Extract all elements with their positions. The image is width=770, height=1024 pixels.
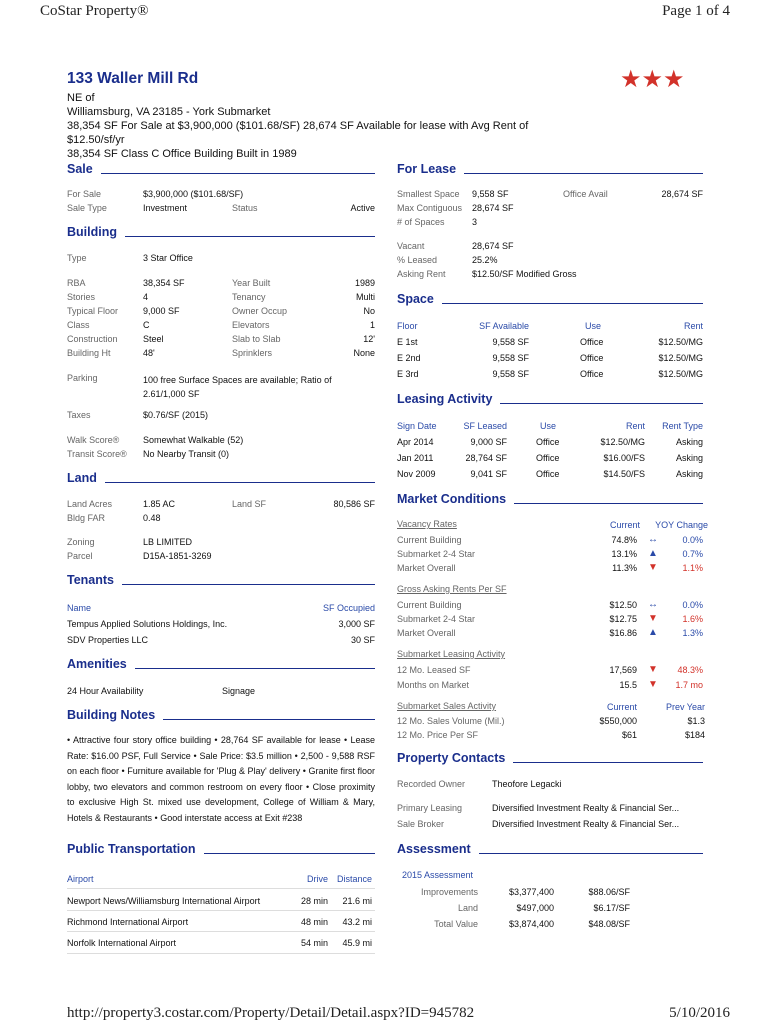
space-col-use: Use: [585, 321, 602, 331]
gross-asking-rents-heading: Gross Asking Rents Per SF: [397, 584, 507, 594]
divider: [67, 953, 375, 954]
col-prev-year: Prev Year: [665, 702, 705, 712]
col-current: Current: [609, 520, 640, 530]
label: Max Contiguous: [397, 203, 463, 213]
owner-value: No: [363, 306, 375, 316]
space-rent: $12.50/MG: [658, 369, 703, 379]
assessment-total: $3,377,400: [508, 887, 554, 897]
leasing-col-type: Rent Type: [662, 421, 703, 431]
label: Stories: [67, 292, 96, 302]
tenant-sf: 3,000 SF: [338, 619, 375, 629]
label: Taxes: [67, 410, 91, 420]
zoning-value: LB LIMITED: [143, 537, 193, 547]
space-rent: $12.50/MG: [658, 337, 703, 347]
market-current-value: $12.75: [609, 614, 637, 624]
market-change-value: 48.3%: [677, 665, 703, 675]
sales-current: $550,000: [599, 716, 637, 726]
label: Type: [67, 253, 87, 263]
label: Office Avail: [563, 189, 608, 199]
label: Zoning: [67, 537, 95, 547]
assessment-psf: $6.17/SF: [593, 903, 630, 913]
vacancy-rates-heading: Vacancy Rates: [397, 519, 457, 529]
market-change-value: 0.7%: [682, 549, 703, 559]
label: Sprinklers: [232, 348, 273, 358]
market-row-label: Submarket 2-4 Star: [397, 614, 476, 624]
leasing-rent: $12.50/MG: [600, 437, 645, 447]
space-rent: $12.50/MG: [658, 353, 703, 363]
land-acres-value: 1.85 AC: [143, 499, 176, 509]
label: Sale Broker: [397, 819, 445, 829]
space-sf: 9,558 SF: [492, 353, 529, 363]
space-sf: 9,558 SF: [492, 369, 529, 379]
section-for-lease: For Lease: [397, 162, 703, 176]
slab-value: 12': [363, 334, 375, 344]
market-row-label: Current Building: [397, 535, 462, 545]
class-value: C: [143, 320, 150, 330]
airport-name: Newport News/Williamsburg International Airport: [67, 896, 261, 906]
market-change-value: 1.7 mo: [675, 680, 703, 690]
market-row-label: Market Overall: [397, 563, 456, 573]
section-space: Space: [397, 292, 703, 306]
space-use: Office: [580, 337, 604, 347]
assessment-total: $497,000: [516, 903, 554, 913]
label: 12 Mo. Sales Volume (Mil.): [397, 716, 505, 726]
airport-drive: 28 min: [300, 896, 328, 906]
label: Walk Score®: [67, 435, 120, 445]
label: Parking: [67, 373, 98, 383]
property-line: 38,354 SF For Sale at $3,900,000 ($101.68/SF) 28,674 SF Available for lease with Avg Rent of: [67, 120, 529, 132]
sale-type-value: Investment: [143, 203, 188, 213]
down-arrow-icon: ▼: [648, 613, 658, 624]
col-distance: Distance: [336, 874, 372, 884]
section-market-conditions: Market Conditions: [397, 492, 703, 506]
space-col-floor: Floor: [397, 321, 418, 331]
market-current-value: 13.1%: [611, 549, 637, 559]
unchanged-arrow-icon: ↔: [648, 599, 658, 610]
leasing-date: Nov 2009: [397, 469, 436, 479]
market-change-value: 0.0%: [682, 535, 703, 545]
divider: [67, 931, 375, 932]
label: Elevators: [232, 320, 270, 330]
leasing-col-date: Sign Date: [397, 421, 437, 431]
down-arrow-icon: ▼: [648, 562, 658, 573]
star-icon: ★: [620, 66, 642, 93]
space-sf: 9,558 SF: [492, 337, 529, 347]
section-leasing-activity: Leasing Activity: [397, 392, 703, 406]
leased-value: 25.2%: [472, 255, 498, 265]
label: Bldg FAR: [67, 513, 106, 523]
section-sale: Sale: [67, 162, 375, 176]
airport-drive: 54 min: [300, 938, 328, 948]
leasing-col-rent: Rent: [625, 421, 645, 431]
submarket-sales-heading: Submarket Sales Activity: [397, 701, 497, 711]
tenant-col-name: Name: [67, 603, 92, 613]
land-sf-value: 80,586 SF: [333, 499, 375, 509]
col-yoy-change: YOY Change: [655, 520, 708, 530]
market-change-value: 1.6%: [682, 614, 703, 624]
assessment-psf: $88.06/SF: [588, 887, 630, 897]
section-property-contacts: Property Contacts: [397, 751, 703, 765]
section-tenants: Tenants: [67, 573, 375, 587]
status-value: Active: [350, 203, 375, 213]
taxes-value: $0.76/SF (2015): [143, 410, 209, 420]
stories-value: 4: [143, 292, 149, 302]
market-row-label: Market Overall: [397, 628, 456, 638]
divider: [67, 910, 375, 911]
down-arrow-icon: ▼: [648, 679, 658, 690]
spaces-value: 3: [472, 217, 478, 227]
asking-rent-value: $12.50/SF Modified Gross: [472, 269, 577, 279]
market-current-value: $16.86: [609, 628, 637, 638]
market-current-value: 74.8%: [611, 535, 637, 545]
label: # of Spaces: [397, 217, 445, 227]
label: Primary Leasing: [397, 803, 463, 813]
vacant-value: 28,674 SF: [472, 241, 514, 251]
tenant-sf: 30 SF: [350, 635, 375, 645]
assessment-total: $3,874,400: [508, 919, 554, 929]
section-land: Land: [67, 471, 375, 485]
leasing-date: Jan 2011: [397, 453, 434, 463]
label: Year Built: [232, 278, 271, 288]
market-current-value: 17,569: [609, 665, 637, 675]
market-change-value: 1.1%: [682, 563, 703, 573]
market-row-label: Current Building: [397, 600, 462, 610]
label: Total Value: [434, 919, 478, 929]
floor-value: 9,000 SF: [143, 306, 180, 316]
sales-current: $61: [621, 730, 637, 740]
submarket-leasing-heading: Submarket Leasing Activity: [397, 649, 506, 659]
label: Sale Type: [67, 203, 107, 213]
height-value: 48': [143, 348, 155, 358]
airport-distance: 45.9 mi: [342, 938, 372, 948]
space-floor: E 3rd: [397, 369, 419, 379]
leasing-use: Office: [536, 453, 560, 463]
down-arrow-icon: ▼: [648, 664, 658, 675]
airport-name: Norfolk International Airport: [67, 938, 177, 948]
property-line: Williamsburg, VA 23185 - York Submarket: [67, 106, 271, 118]
star-icon: ★: [641, 66, 664, 93]
label: Typical Floor: [67, 306, 119, 316]
walk-score-value: Somewhat Walkable (52): [143, 435, 244, 445]
property-line: NE of: [67, 92, 95, 104]
sales-prev: $184: [684, 730, 705, 740]
label: Recorded Owner: [397, 779, 466, 789]
star-icon: ★: [663, 66, 685, 93]
market-row-label: Submarket 2-4 Star: [397, 549, 476, 559]
office-avail-value: 28,674 SF: [661, 189, 703, 199]
col-drive: Drive: [306, 874, 328, 884]
for-sale-value: $3,900,000 ($101.68/SF): [143, 189, 244, 199]
airport-distance: 21.6 mi: [342, 896, 372, 906]
section-amenities: Amenities: [67, 657, 375, 671]
airport-distance: 43.2 mi: [342, 917, 372, 927]
amenity-item: 24 Hour Availability: [67, 686, 144, 696]
page-footer-date: 5/10/2016: [669, 1005, 730, 1021]
leasing-col-use: Use: [540, 421, 557, 431]
space-use: Office: [580, 369, 604, 379]
smallest-space-value: 9,558 SF: [472, 189, 509, 199]
tenant-name: Tempus Applied Solutions Holdings, Inc.: [67, 619, 228, 629]
property-line: 38,354 SF Class C Office Building Built in 1989: [67, 148, 297, 160]
leasing-date: Apr 2014: [397, 437, 434, 447]
leasing-type: Asking: [675, 469, 703, 479]
label: Slab to Slab: [232, 334, 281, 344]
page-header-number: Page 1 of 4: [662, 3, 730, 19]
label: Parcel: [67, 551, 93, 561]
assessment-year: 2015 Assessment: [402, 870, 474, 880]
label: 12 Mo. Price Per SF: [397, 730, 479, 740]
label: Improvements: [420, 887, 478, 897]
label: Land Acres: [67, 499, 113, 509]
star-rating: [620, 68, 685, 92]
construction-value: Steel: [143, 334, 164, 344]
leasing-sf: 9,041 SF: [470, 469, 507, 479]
property-line: $12.50/sf/yr: [67, 134, 125, 146]
year-value: 1989: [354, 278, 375, 288]
tenant-name: SDV Properties LLC: [67, 635, 149, 645]
type-value: 3 Star Office: [143, 253, 193, 263]
space-col-rent: Rent: [683, 321, 703, 331]
label: Transit Score®: [67, 449, 127, 459]
col-current: Current: [606, 702, 637, 712]
far-value: 0.48: [143, 513, 161, 523]
leasing-rent: $16.00/FS: [603, 453, 645, 463]
market-row-label: 12 Mo. Leased SF: [397, 665, 471, 675]
up-arrow-icon: ▲: [648, 548, 658, 559]
label: Land SF: [232, 499, 267, 509]
page-footer-url[interactable]: http://property3.costar.com/Property/Detail/Detail.aspx?ID=945782: [67, 1005, 475, 1021]
label: Smallest Space: [397, 189, 460, 199]
market-change-value: 1.3%: [682, 628, 703, 638]
label: % Leased: [397, 255, 438, 265]
leasing-use: Office: [536, 469, 560, 479]
space-use: Office: [580, 353, 604, 363]
max-contiguous-value: 28,674 SF: [472, 203, 514, 213]
label: Tenancy: [232, 292, 266, 302]
section-public-transportation: Public Transportation: [67, 842, 375, 856]
space-col-sf: SF Available: [479, 321, 529, 331]
recorded-owner-value: Theofore Legacki: [492, 779, 562, 789]
elevators-value: 1: [369, 320, 375, 330]
leasing-rent: $14.50/FS: [603, 469, 645, 479]
divider: [67, 888, 375, 889]
unchanged-arrow-icon: ↔: [648, 534, 658, 545]
label: RBA: [67, 278, 86, 288]
label: Construction: [67, 334, 118, 344]
label: For Sale: [67, 189, 102, 199]
leasing-type: Asking: [675, 453, 703, 463]
market-current-value: 11.3%: [612, 563, 637, 573]
up-arrow-icon: ▲: [648, 627, 658, 638]
parking-value: 100 free Surface Spaces are available; Ratio of 2.61/1,000 SF: [143, 375, 332, 399]
amenity-item: Signage: [222, 686, 256, 696]
space-floor: E 2nd: [397, 353, 421, 363]
label: Owner Occup: [232, 306, 288, 316]
leasing-type: Asking: [675, 437, 703, 447]
col-airport: Airport: [67, 874, 94, 884]
market-current-value: 15.5: [619, 680, 637, 690]
leasing-sf: 9,000 SF: [470, 437, 507, 447]
leasing-use: Office: [536, 437, 560, 447]
label: Status: [232, 203, 258, 213]
tenant-col-sf: SF Occupied: [322, 603, 375, 613]
label: Asking Rent: [397, 269, 446, 279]
market-current-value: $12.50: [609, 600, 637, 610]
label: Land: [457, 903, 478, 913]
sales-prev: $1.3: [687, 716, 705, 726]
market-row-label: Months on Market: [397, 680, 470, 690]
label: Class: [67, 320, 90, 330]
parcel-value: D15A-1851-3269: [143, 551, 212, 561]
assessment-psf: $48.08/SF: [588, 919, 630, 929]
leasing-sf: 28,764 SF: [465, 453, 507, 463]
building-notes-text: • Attractive four story office building • 28,764 SF available for lease • Lease Rate: $16.00 PSF, Full Service • Sale Price: $3.5 million • 2,500 - 9,588 RSF on each floor • Furniture available for 'Plug & Play' delivery • Granite first floor lobby, two elevators and common restroom on every floor • Close proximity to exclusive High St. mixed use development, College of William & Mary, Hotels & Restaurants • Good interstate access at Exit #238: [67, 735, 375, 823]
transit-score-value: No Nearby Transit (0): [143, 449, 230, 459]
label: Building Ht: [67, 348, 111, 358]
leasing-col-sf: SF Leased: [463, 421, 507, 431]
sale-broker-value: Diversified Investment Realty & Financial Ser...: [492, 819, 680, 829]
space-floor: E 1st: [397, 337, 418, 347]
section-building-notes: Building Notes: [67, 708, 375, 722]
sprinklers-value: None: [353, 348, 375, 358]
rba-value: 38,354 SF: [143, 278, 185, 288]
label: Vacant: [397, 241, 425, 251]
tenancy-value: Multi: [355, 292, 375, 302]
section-assessment: Assessment: [397, 842, 703, 856]
market-change-value: 0.0%: [682, 600, 703, 610]
airport-drive: 48 min: [300, 917, 328, 927]
primary-leasing-value: Diversified Investment Realty & Financial Ser...: [492, 803, 680, 813]
page-header-app: CoStar Property®: [40, 3, 149, 19]
property-title: 133 Waller Mill Rd: [67, 70, 199, 87]
section-building: Building: [67, 225, 375, 239]
airport-name: Richmond International Airport: [67, 917, 189, 927]
